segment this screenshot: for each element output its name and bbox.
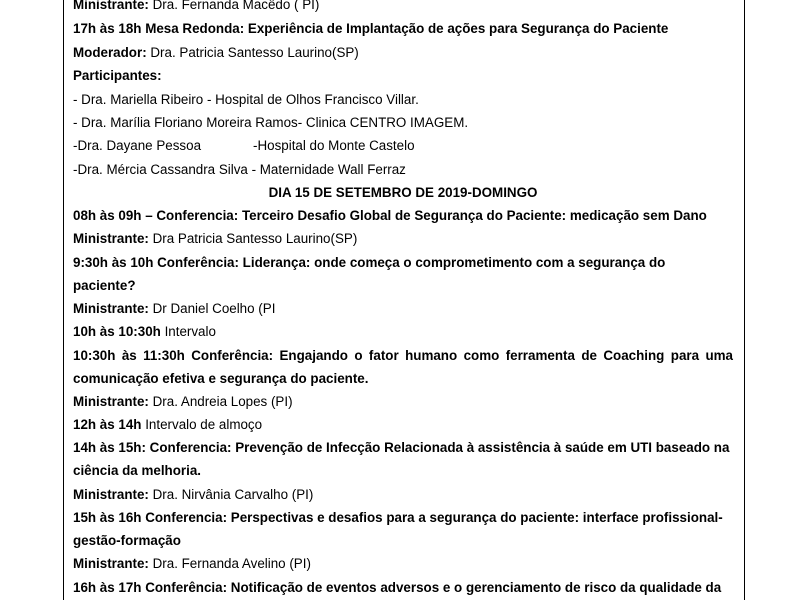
text-line: 14h às 15h: Conferencia: Prevenção de Infecção Relacionada à assistência à saúde em UTI baseado na <box>73 440 730 455</box>
text-line: paciente? <box>73 278 136 293</box>
text-line: - Dra. Mariella Ribeiro - Hospital de Olhos Francisco Villar. <box>73 92 419 107</box>
text-line: 17h às 18h Mesa Redonda: Experiência de Implantação de ações para Segurança do Paciente <box>73 21 669 36</box>
text-line: Participantes: <box>73 68 162 83</box>
text-line: Ministrante: Dra. Nirvânia Carvalho (PI) <box>73 487 314 502</box>
text-line: 12h às 14h Intervalo de almoço <box>73 417 263 432</box>
text-line: 08h às 09h – Conferencia: Terceiro Desafio Global de Segurança do Paciente: medicação sem Dano <box>73 208 707 223</box>
text-line: 10h às 10:30h Intervalo <box>73 324 216 339</box>
text-line: Moderador: Dra. Patricia Santesso Laurino(SP) <box>73 45 359 60</box>
text-line-col2: -Hospital do Monte Castelo <box>253 138 415 153</box>
text-line: comunicação efetiva e segurança do paciente. <box>73 371 369 386</box>
day-heading: DIA 15 DE SETEMBRO DE 2019-DOMINGO <box>268 185 538 200</box>
text-line: 10:30h às 11:30h Conferência: Engajando o fator humano como ferramenta de Coaching para uma <box>73 348 733 363</box>
text-line: Ministrante: Dra. Andreia Lopes (PI) <box>73 394 293 409</box>
text-line: Ministrante: Dra. Fernanda Avelino (PI) <box>73 556 311 571</box>
text-line: 9:30h às 10h Conferência: Liderança: onde começa o comprometimento com a segurança do <box>73 255 666 270</box>
text-line: ciência da melhoria. <box>73 463 202 478</box>
text-line: -Dra. Dayane Pessoa -Hospital do Monte Castelo <box>73 138 415 153</box>
text-line: Ministrante: Dra Patricia Santesso Laurino(SP) <box>73 231 358 246</box>
text-line: Ministrante: Dr Daniel Coelho (PI <box>73 301 276 316</box>
text-line: 15h às 16h Conferencia: Perspectivas e desafios para a segurança do paciente: interface profissional- <box>73 510 723 525</box>
text-line: Ministrante: Dra. Fernanda Macêdo ( PI) <box>73 0 320 12</box>
text-line: 16h às 17h Conferência: Notificação de eventos adversos e o gerenciamento de risco da qualidade da <box>73 580 722 595</box>
text-line: - Dra. Marília Floriano Moreira Ramos- Clinica CENTRO IMAGEM. <box>73 115 469 130</box>
text-line: gestão-formação <box>73 533 181 548</box>
text-line: -Dra. Mércia Cassandra Silva - Maternidade Wall Ferraz <box>73 162 406 177</box>
